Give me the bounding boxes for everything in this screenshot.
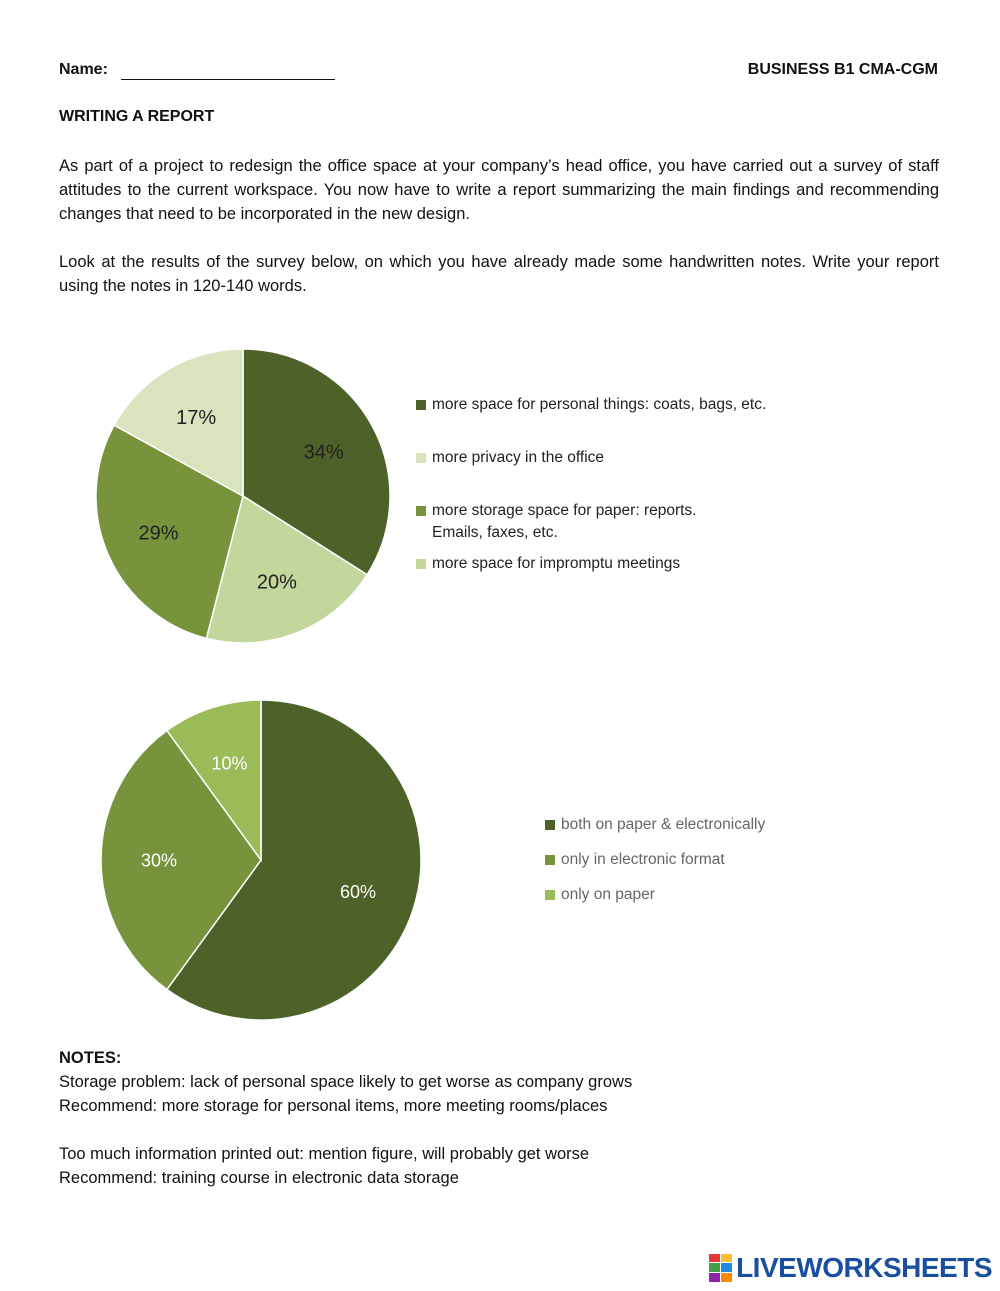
note-line: Storage problem: lack of personal space likely to get worse as company grows bbox=[59, 1073, 633, 1091]
note-line: Recommend: more storage for personal items, more meeting rooms/places bbox=[59, 1097, 608, 1115]
legend-label: only on paper bbox=[561, 886, 655, 903]
logo-text: LIVEWORKSHEETS bbox=[736, 1252, 992, 1283]
pie-chart-office-needs bbox=[90, 345, 400, 650]
legend-swatch bbox=[545, 890, 555, 900]
pie-chart-document-storage bbox=[95, 695, 430, 1025]
name-label: Name: bbox=[59, 61, 108, 78]
liveworksheets-mark-icon bbox=[709, 1254, 733, 1282]
legend-item bbox=[545, 885, 765, 920]
legend-label-continued: Emails, faxes, etc. bbox=[432, 524, 558, 541]
intro-paragraph: As part of a project to redesign the office space at your company’s head office, you have carried out a survey of staff attitudes to the current workspace. You now have to write a report summarizing the main findings and recommending changes that need to be incorporated in the new design. bbox=[59, 157, 939, 223]
instruction-paragraph: Look at the results of the survey below, on which you have already made some handwritten notes. Write your report using the notes in 120-140 words. bbox=[59, 253, 939, 295]
notes-title: NOTES: bbox=[59, 1049, 122, 1067]
legend-swatch bbox=[416, 453, 426, 463]
legend-label: more storage space for paper: reports. bbox=[432, 502, 697, 519]
legend-label: more space for impromptu meetings bbox=[432, 555, 681, 572]
legend-swatch bbox=[416, 559, 426, 569]
legend-swatch bbox=[545, 820, 555, 830]
pie-data-label: 30% bbox=[140, 850, 178, 871]
pie-data-label: 34% bbox=[303, 441, 344, 464]
pie2-legend bbox=[545, 815, 765, 920]
legend-swatch bbox=[545, 855, 555, 865]
legend-item bbox=[416, 394, 766, 447]
legend-swatch bbox=[416, 506, 426, 516]
pie-data-label: 10% bbox=[211, 753, 248, 774]
pie-data-label: 20% bbox=[256, 571, 297, 594]
pie1-slices bbox=[96, 349, 390, 643]
legend-item bbox=[545, 850, 765, 885]
legend-item bbox=[545, 815, 765, 850]
pie-data-label: 17% bbox=[176, 406, 217, 429]
legend-item bbox=[416, 553, 766, 606]
pie-data-label: 60% bbox=[339, 881, 377, 902]
legend-label: more privacy in the office bbox=[432, 449, 605, 466]
legend-label: both on paper & electronically bbox=[561, 816, 766, 833]
course-label: BUSINESS B1 CMA-CGM bbox=[747, 61, 938, 78]
pie-data-label: 29% bbox=[138, 522, 179, 545]
legend-item bbox=[416, 447, 766, 500]
name-line bbox=[121, 61, 335, 80]
pie1-legend bbox=[416, 394, 766, 606]
section-title: WRITING A REPORT bbox=[59, 108, 215, 125]
legend-label: more space for personal things: coats, bags, etc. bbox=[432, 396, 767, 413]
note-line: Too much information printed out: mention figure, will probably get worse bbox=[59, 1145, 590, 1163]
legend-item bbox=[416, 500, 766, 553]
notes-section bbox=[59, 1046, 632, 1190]
legend-label: only in electronic format bbox=[561, 851, 725, 868]
legend-swatch bbox=[416, 400, 426, 410]
note-line: Recommend: training course in electronic data storage bbox=[59, 1169, 459, 1187]
liveworksheets-logo bbox=[709, 1252, 992, 1284]
